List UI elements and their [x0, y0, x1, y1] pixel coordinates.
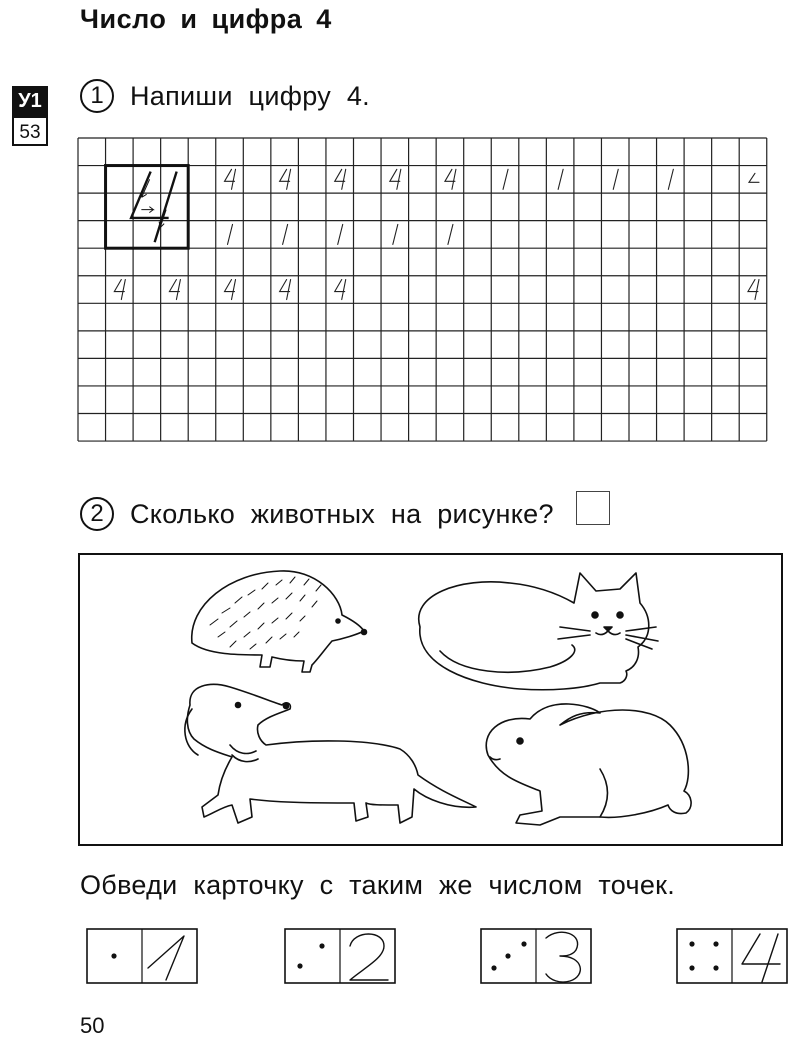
dot-card-3-drawing — [480, 928, 592, 984]
card-dot — [505, 953, 510, 958]
writing-grid[interactable] — [0, 0, 812, 460]
dot-card-4-drawing — [676, 928, 788, 984]
card-digit-2 — [350, 934, 388, 980]
rabbit-icon — [486, 704, 691, 825]
badge-code: У1 — [12, 86, 48, 116]
answer-box[interactable] — [576, 491, 610, 525]
card-dot — [319, 943, 324, 948]
dot-card-3[interactable] — [480, 928, 592, 984]
card-dot — [713, 965, 718, 970]
dachshund-icon — [185, 684, 476, 823]
task-2-number: 2 — [80, 497, 114, 531]
dot-card-1-drawing — [86, 928, 198, 984]
card-digit-3 — [546, 932, 580, 982]
card-dot — [713, 941, 718, 946]
dot-card-2-drawing — [284, 928, 396, 984]
card-dot — [521, 941, 526, 946]
task-1-text: Напиши цифру 4. — [130, 80, 370, 111]
card-dot — [689, 965, 694, 970]
dot-card-2[interactable] — [284, 928, 396, 984]
card-dot — [297, 963, 302, 968]
card-dot — [111, 953, 116, 958]
hedgehog-icon — [192, 571, 367, 672]
cat-icon — [419, 573, 658, 690]
task-2-text: Сколько животных на рисунке? — [130, 498, 554, 529]
dot-card-1[interactable] — [86, 928, 198, 984]
page-title: Число и цифра 4 — [80, 4, 332, 34]
dot-card-4[interactable] — [676, 928, 788, 984]
card-dot — [689, 941, 694, 946]
animals-picture — [78, 553, 783, 846]
sample-digit-box — [106, 166, 189, 249]
instruction-text: Обведи карточку с таким же числом точек. — [80, 870, 676, 900]
card-dot — [491, 965, 496, 970]
card-digit-4 — [742, 934, 780, 982]
task-2 — [80, 494, 610, 534]
task-1-number: 1 — [80, 79, 114, 113]
page-number: 50 — [80, 1013, 105, 1038]
card-digit-1 — [148, 936, 184, 980]
badge-number: 53 — [12, 116, 48, 146]
